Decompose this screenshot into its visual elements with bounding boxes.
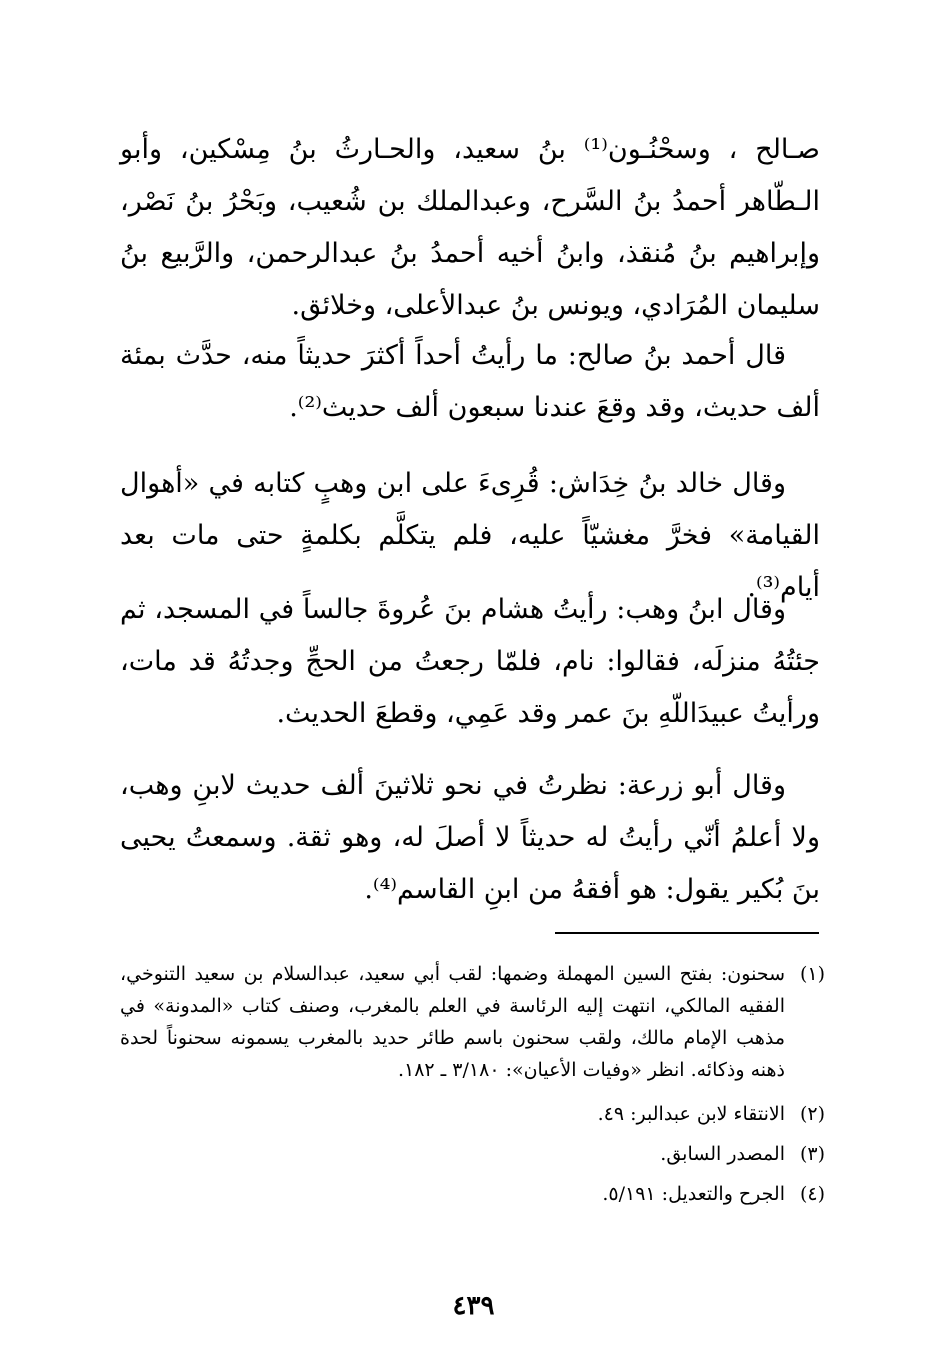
footnote-number: (٢) [799,1103,825,1125]
footnote [120,1138,825,1170]
footnote-number: (٣) [799,1143,825,1165]
footnote-number: (٤) [799,1183,825,1205]
body-paragraph: قال أحمد بنُ صالح: ما رأيتُ أحداً أكثرَ حديثاً منه، حدَّث بمئة ألف حديث، وقد وقعَ عندنا سبعون ألف حديث⁽²⁾. [120,340,820,423]
footnote-text: الجرح والتعديل: ٥/١٩١. [602,1183,785,1205]
body-paragraph: وقال ابنُ وهب: رأيتُ هشام بنَ عُروةَ جالساً في المسجد، ثم جئتُهُ منزلَه، فقالوا: نام، فلمّا رجعتُ من الحجِّ وجدتُهُ قد مات، ورأيتُ عبيدَاللّهِ بنَ عمر وقد عَمِي، وقطعَ الحديث. [120,594,820,729]
footnote [120,1098,825,1130]
footnote-divider [555,932,819,934]
body-paragraph-continued: صـالح ، وسحْنُـون⁽¹⁾ بنُ سعيد، والحـارثُ بنُ مِسْكين، وأبو الـطّاهر أحمدُ بنُ السَّرح، وعبدالملك بن شُعيب، وبَحْرُ بنُ نَصْر، وإبراهيم بنُ مُنقذ، وابنُ أخيه أحمدُ بنُ عبدالرحمن، والرَّبيع بنُ سليمان المُرَادي، ويونس بنُ عبدالأعلى، وخلائق. [120,134,820,321]
footnote-text: سحنون: بفتح السين المهملة وضمها: لقب أبي سعيد، عبدالسلام بن سعيد التنوخي، الفقيه المالكي، انتهت إليه الرئاسة في العلم بالمغرب، وصنف كتاب «المدونة» في مذهب الإمام مالك، ولقب سحنون باسم طائر حديد بالمغرب يسمونه سحنوناً لحدة ذهنه وذكائه. انظر «وفيات الأعيان»: ٣/١٨٠ ـ ١٨٢. [120,963,785,1081]
footnote-text: المصدر السابق. [660,1143,785,1165]
body-paragraph: وقال خالد بنُ خِدَاش: قُرِىءَ على ابن وهبٍ كتابه في «أهوال القيامة» فخرَّ مغشيّاً عليه، فلم يتكلَّم بكلمةٍ حتى مات بعد أيام⁽³⁾. [120,468,820,603]
footnote-text: الانتقاء لابن عبدالبر: ٤٩. [597,1103,785,1125]
footnote-number: (١) [799,963,825,985]
body-paragraph: وقال أبو زرعة: نظرتُ في نحو ثلاثينَ ألف حديث لابنِ وهب، ولا أعلمُ أنّي رأيتُ له حديثاً لا أصلَ له، وهو ثقة. وسمعتُ يحيى بنَ بُكير يقول: هو أفقهُ من ابنِ القاسم⁽⁴⁾. [120,770,820,905]
footnotes [120,958,825,1210]
footnote [120,1178,825,1210]
footnote [120,958,825,1086]
page-number: ٤٣٩ [452,1291,495,1321]
